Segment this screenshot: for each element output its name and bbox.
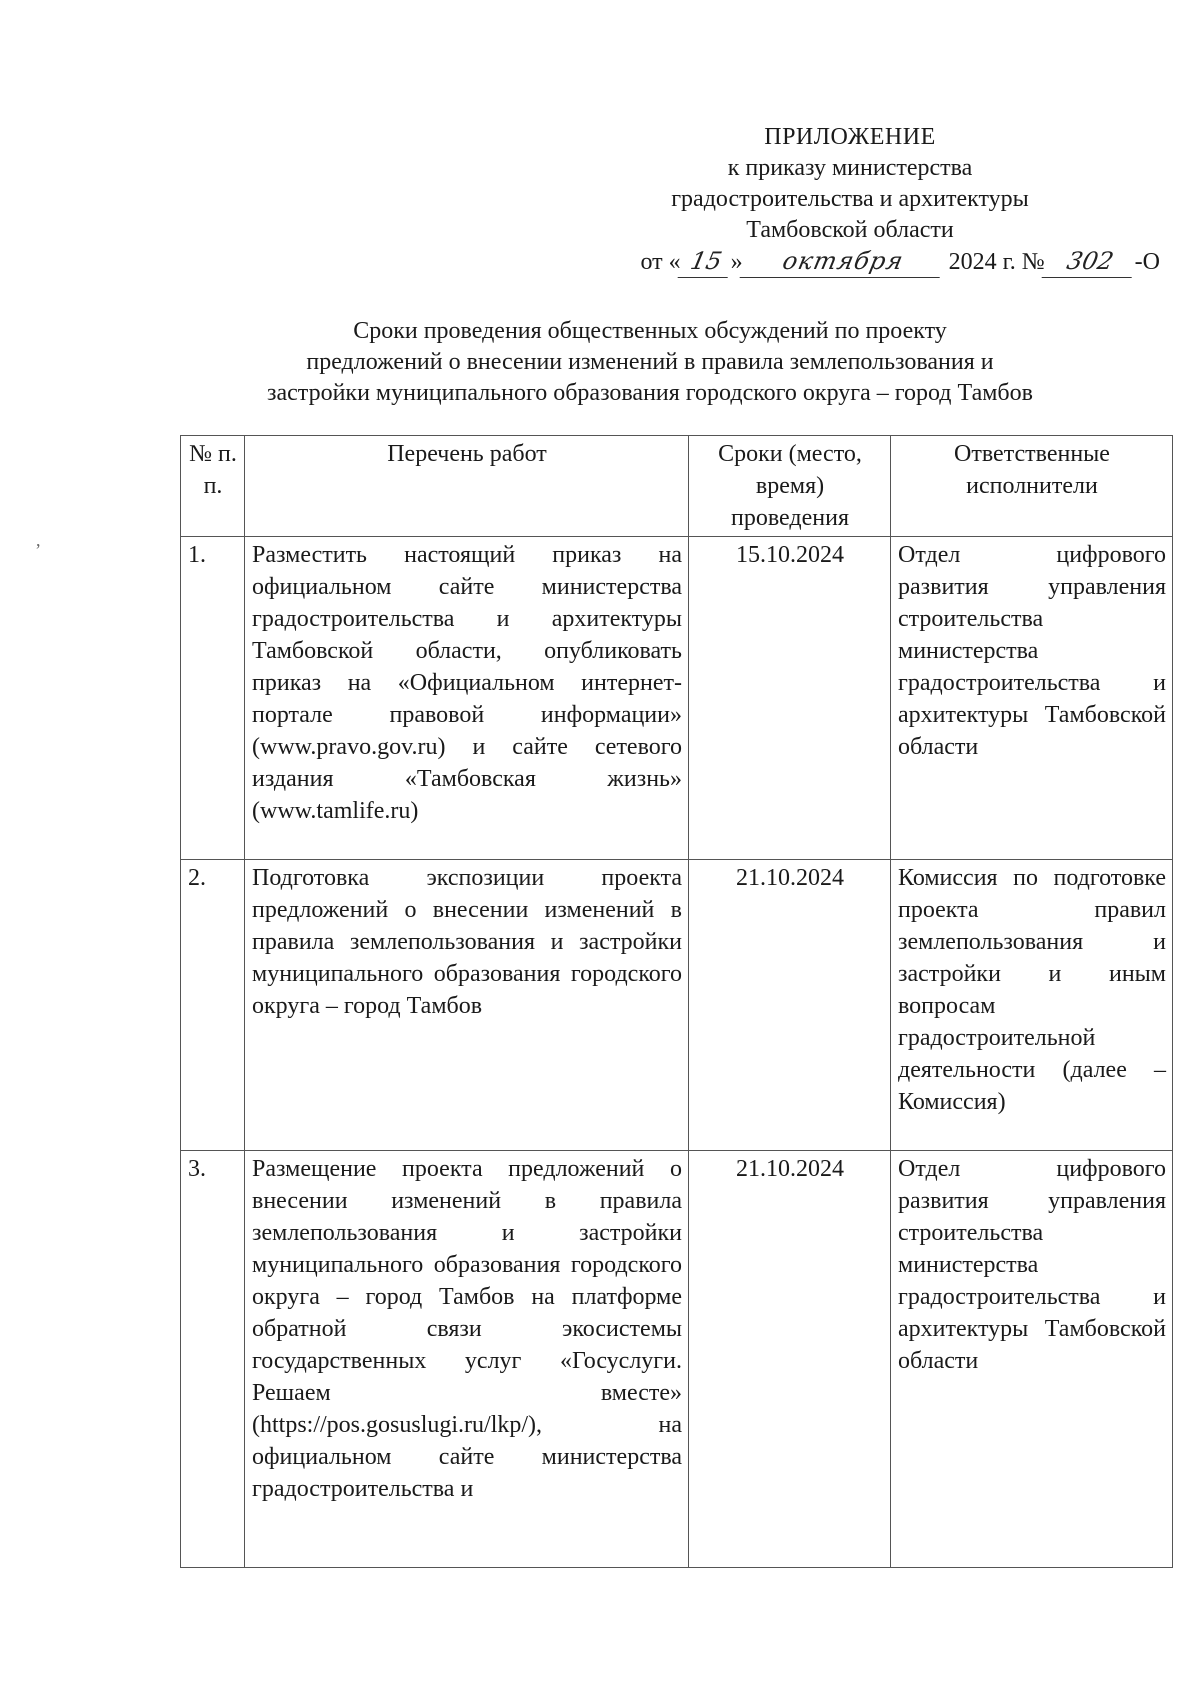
row-responsible: Комиссия по подготовке проекта правил землепользования и застройки и иным вопросам градостроительной деятельности (далее – Комиссия) <box>891 860 1173 1151</box>
table-row <box>181 860 1173 1151</box>
row-number: 1. <box>181 537 245 860</box>
order-suffix: -О <box>1134 249 1160 275</box>
header-works: Перечень работ <box>245 436 689 537</box>
row-task: Подготовка экспозиции проекта предложений о внесении изменений в правила землепользования и застройки муниципального образования городского округа – город Тамбов <box>245 860 689 1151</box>
row-number: 2. <box>181 860 245 1151</box>
order-month: октября <box>739 246 946 278</box>
order-number: 302 <box>1041 246 1138 278</box>
title-line-3: застройки муниципального образования городского округа – город Тамбов <box>267 380 1033 406</box>
order-day: 15 <box>677 246 734 278</box>
order-mid: » <box>730 249 743 275</box>
document-title <box>180 316 1120 409</box>
title-line-1: Сроки проведения общественных обсуждений по проекту <box>353 318 947 344</box>
approval-heading: ПРИЛОЖЕНИЕ <box>764 124 936 150</box>
row-date: 21.10.2024 <box>689 1151 891 1568</box>
row-number: 3. <box>181 1151 245 1568</box>
approval-block <box>540 122 1160 278</box>
order-reference <box>540 246 1160 278</box>
row-responsible: Отдел цифрового развития управления строительства министерства градостроительства и архитектуры Тамбовской области <box>891 1151 1173 1568</box>
approval-line-2: градостроительства и архитектуры <box>671 186 1029 212</box>
approval-line-1: к приказу министерства <box>727 155 973 181</box>
table-row <box>181 1151 1173 1568</box>
title-line-2: предложений о внесении изменений в правила землепользования и <box>306 349 994 375</box>
row-task: Размещение проекта предложений о внесении изменений в правила землепользования и застройки муниципального образования городского округа – город Тамбов на платформе обратной связи экосистемы государственных услуг «Госуслуги. Решаем вместе» (https://pos.gosuslugi.ru/lkp/), на официальном сайте министерства градостроительства и <box>245 1151 689 1568</box>
header-num: № п. п. <box>181 436 245 537</box>
table-header-row <box>181 436 1173 537</box>
header-responsible: Ответственные исполнители <box>891 436 1173 537</box>
row-responsible: Отдел цифрового развития управления строительства министерства градостроительства и архитектуры Тамбовской области <box>891 537 1173 860</box>
order-prefix: от « <box>640 249 681 275</box>
scan-mark: , <box>36 530 41 550</box>
row-date: 15.10.2024 <box>689 537 891 860</box>
works-table <box>180 435 1173 1568</box>
approval-line-3: Тамбовской области <box>746 217 954 243</box>
row-date: 21.10.2024 <box>689 860 891 1151</box>
row-task: Разместить настоящий приказ на официальном сайте министерства градостроительства и архитектуры Тамбовской области, опубликовать приказ на «Официальном интернет-портале правовой информации» (www.pravo.gov.ru) и сайте сетевого издания «Тамбовская жизнь» (www.tamlife.ru) <box>245 537 689 860</box>
table-row <box>181 537 1173 860</box>
header-dates: Сроки (место, время) проведения <box>689 436 891 537</box>
order-year: 2024 г. № <box>948 249 1045 275</box>
